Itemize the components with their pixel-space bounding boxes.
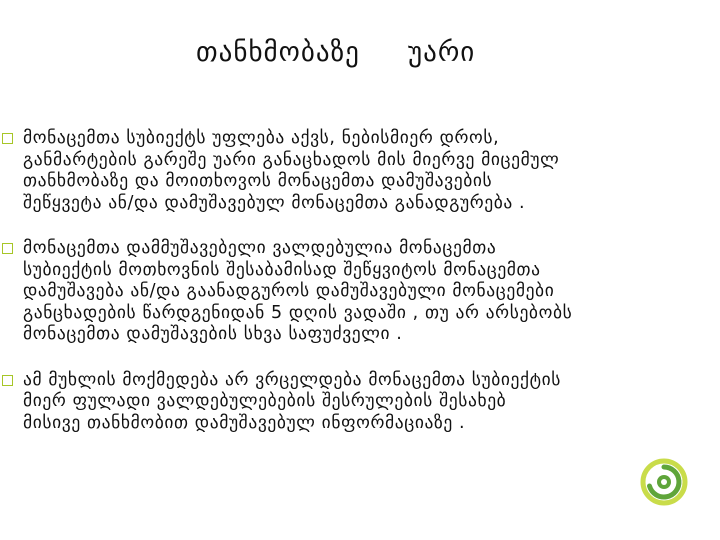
square-bullet-icon — [2, 133, 13, 144]
logo-caption — [624, 521, 704, 527]
logo-caption — [624, 507, 704, 513]
paragraph-line: მიერ ფულადი ვალდებულებების შესრულების შესახებ — [23, 391, 507, 411]
paragraph-line: განცხადების წარდგენიდან 5 დღის ვადაში , თუ არ არსებობს — [23, 302, 573, 323]
title-word-refusal: უარი — [408, 37, 476, 68]
paragraph — [23, 238, 703, 346]
paragraph-line: თანხმობაზე და მოითხოვოს მონაცემთა დამუშავების — [23, 171, 493, 191]
slide-title — [0, 37, 720, 77]
square-bullet-icon — [2, 375, 13, 386]
green-circle-logo-icon — [640, 458, 688, 506]
bullet-item-1 — [0, 128, 720, 214]
paragraph — [23, 370, 703, 435]
paragraph-line: განმარტების გარეშე უარი განაცხადოს მის მიერვე მიცემულ — [23, 149, 560, 170]
title-word-consent: თანხმობაზე — [196, 37, 360, 68]
bullet-item-3 — [0, 370, 720, 435]
paragraph-line: მონაცემთა სუბიექტს უფლება აქვს, ნებისმიერ დროს, — [23, 128, 500, 148]
paragraph-line: ამ მუხლის მოქმედება არ ვრცელდება მონაცემთა სუბიექტის — [23, 369, 562, 390]
square-bullet-icon — [2, 243, 13, 254]
paragraph-line: სუბიექტის მოთხოვნის შესაბამისად შეწყვიტოს მონაცემთა — [23, 259, 541, 280]
paragraph — [23, 128, 703, 214]
paragraph-line: შეწყვეტა ან/და დამუშავებულ მონაცემთა განადგურება . — [23, 192, 526, 213]
bullet-item-2 — [0, 238, 720, 346]
paragraph-line: დამუშავება ან/და გაანადგუროს დამუშავებული მონაცემები — [23, 281, 555, 301]
paragraph-line: მონაცემთა დამუშავების სხვა საფუძველი . — [23, 324, 403, 344]
logo-caption — [624, 514, 704, 520]
organization-logo — [624, 458, 704, 538]
paragraph-line: მისივე თანხმობით დამუშავებულ ინფორმაციაზე . — [23, 412, 466, 433]
paragraph-line: მონაცემთა დამმუშავებელი ვალდებულია მონაცემთა — [23, 238, 497, 258]
slide-content — [0, 128, 720, 458]
